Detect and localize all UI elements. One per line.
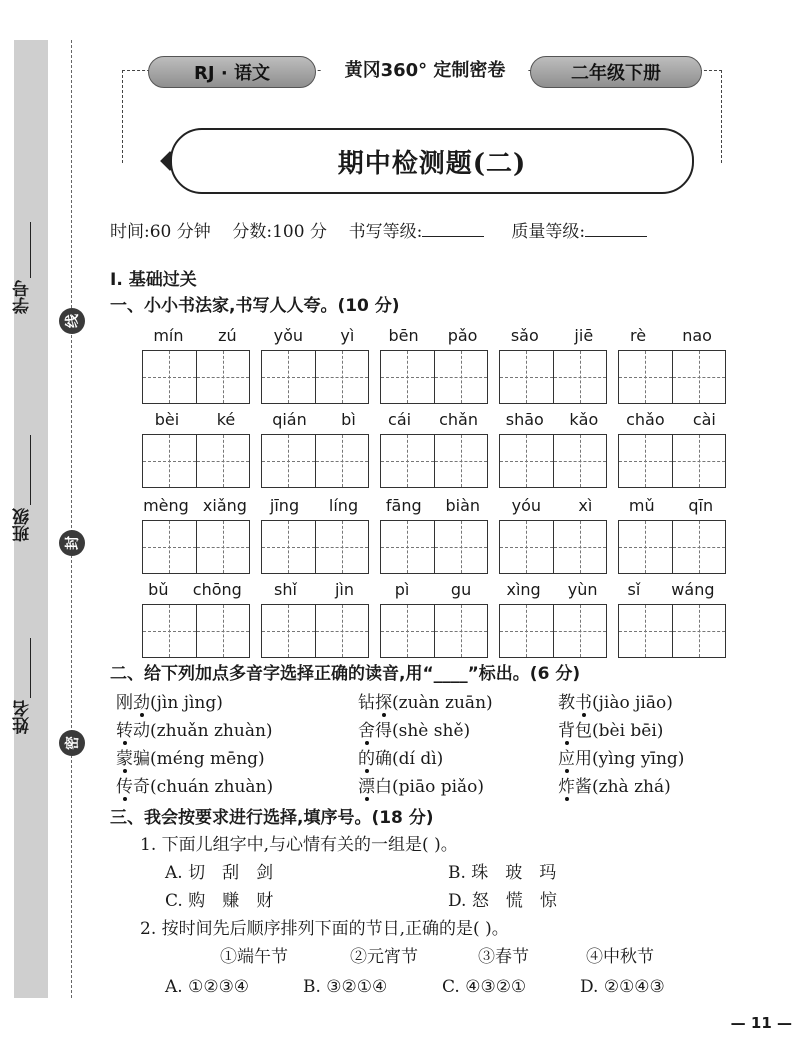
subject-pill: RJ · 语文 bbox=[148, 56, 316, 88]
grid-cell[interactable] bbox=[500, 521, 553, 573]
pinyin-label bbox=[493, 326, 611, 346]
dotted-character: 炸 bbox=[558, 777, 575, 797]
grid-cell[interactable] bbox=[381, 605, 434, 657]
festival-2: ②元宵节 bbox=[350, 947, 418, 967]
grid-cell[interactable] bbox=[262, 521, 315, 573]
writing-grid[interactable] bbox=[499, 350, 607, 404]
grid-cell[interactable] bbox=[262, 435, 315, 487]
grid-cell[interactable] bbox=[315, 605, 368, 657]
score-info: 分数:100 分 bbox=[232, 222, 327, 242]
pinyin-label bbox=[612, 326, 730, 346]
name-label: 姓名 bbox=[13, 700, 33, 734]
polyphone-item[interactable] bbox=[558, 774, 671, 800]
pinyin-syllable: fāng bbox=[385, 496, 422, 515]
pinyin-syllable: jìn bbox=[334, 580, 354, 599]
pinyin-syllable: chǎn bbox=[439, 410, 478, 429]
q3-item1-option-a[interactable]: A. 切 刮 剑 bbox=[165, 863, 274, 883]
student-id-field[interactable] bbox=[30, 222, 31, 278]
pinyin-syllable: jiē bbox=[574, 326, 594, 345]
exam-title: 期中检测题(二) bbox=[170, 128, 694, 194]
polyphone-item[interactable] bbox=[558, 690, 673, 716]
grid-cell[interactable] bbox=[672, 521, 725, 573]
grid-cell[interactable] bbox=[500, 435, 553, 487]
festival-1: ①端午节 bbox=[220, 947, 288, 967]
reading-choices: 白(piāo piǎo) bbox=[375, 777, 485, 797]
seal-line-badge: 线 bbox=[59, 308, 85, 334]
pinyin-syllable: cài bbox=[692, 410, 716, 429]
pinyin-syllable: bēn bbox=[388, 326, 419, 345]
pinyin-label bbox=[493, 410, 611, 430]
pinyin-syllable: yóu bbox=[511, 496, 542, 515]
polyphone-item[interactable] bbox=[558, 746, 684, 772]
q2-title: 二、给下列加点多音字选择正确的读音,用“____”标出。(6 分) bbox=[110, 664, 581, 684]
reading-choices: 奇(chuán zhuàn) bbox=[133, 777, 274, 797]
pinyin-syllable: pǎo bbox=[447, 326, 478, 345]
class-field[interactable] bbox=[30, 435, 31, 505]
dotted-character: 劲 bbox=[133, 693, 150, 713]
writing-grid[interactable] bbox=[618, 520, 726, 574]
reading-choices: 酱(zhà zhá) bbox=[575, 777, 671, 797]
series-title: 黄冈360° 定制密卷 bbox=[322, 58, 528, 84]
grid-cell[interactable] bbox=[619, 605, 672, 657]
reading-choices: 动(zhuǎn zhuàn) bbox=[133, 721, 273, 741]
pinyin-label bbox=[255, 580, 373, 600]
grid-cell[interactable] bbox=[619, 351, 672, 403]
pinyin-syllable: sǎo bbox=[510, 326, 539, 345]
writing-grid[interactable] bbox=[261, 434, 369, 488]
writing-grid[interactable] bbox=[499, 604, 607, 658]
cut-line bbox=[71, 40, 72, 998]
pinyin-label bbox=[136, 326, 254, 346]
grid-cell[interactable] bbox=[500, 605, 553, 657]
grid-cell[interactable] bbox=[553, 435, 606, 487]
writing-grid[interactable] bbox=[380, 350, 488, 404]
pinyin-syllable: jīng bbox=[269, 496, 300, 515]
reading-choices: 用(yìng yīng) bbox=[575, 749, 685, 769]
q1-title: 一、小小书法家,书写人人夸。(10 分) bbox=[110, 296, 400, 316]
dotted-character: 传 bbox=[116, 777, 133, 797]
pinyin-syllable: qīn bbox=[688, 496, 714, 515]
reading-choices: 确(dí dì) bbox=[375, 749, 444, 769]
pinyin-label bbox=[493, 580, 611, 600]
pinyin-syllable: xì bbox=[578, 496, 593, 515]
grid-cell[interactable] bbox=[381, 435, 434, 487]
writing-grid[interactable] bbox=[618, 350, 726, 404]
pinyin-syllable: zú bbox=[218, 326, 237, 345]
dotted-character: 转 bbox=[116, 721, 133, 741]
pinyin-syllable: shǐ bbox=[274, 580, 297, 599]
pinyin-label bbox=[374, 496, 492, 516]
seal-secret-badge: 密 bbox=[59, 730, 85, 756]
polyphone-item[interactable] bbox=[116, 746, 265, 772]
grid-cell[interactable] bbox=[196, 351, 249, 403]
pinyin-syllable: kǎo bbox=[569, 410, 599, 429]
polyphone-item[interactable] bbox=[358, 746, 443, 772]
grid-cell[interactable] bbox=[196, 521, 249, 573]
quality-grade-field[interactable] bbox=[585, 218, 647, 237]
word-prefix: 刚 bbox=[116, 693, 133, 713]
pinyin-label bbox=[374, 580, 492, 600]
pinyin-syllable: yì bbox=[340, 326, 355, 345]
pinyin-syllable: xìng bbox=[506, 580, 541, 599]
grid-cell[interactable] bbox=[619, 435, 672, 487]
pinyin-label bbox=[136, 580, 254, 600]
exam-info bbox=[110, 218, 750, 245]
writing-grade-label: 书写等级: bbox=[348, 222, 423, 242]
pinyin-syllable: ké bbox=[216, 410, 236, 429]
reading-choices: (jiào jiāo) bbox=[592, 693, 673, 713]
word-prefix: 钻 bbox=[358, 693, 375, 713]
grade-pill: 二年级下册 bbox=[530, 56, 702, 88]
pinyin-label bbox=[255, 410, 373, 430]
reading-choices: 包(bèi bēi) bbox=[575, 721, 664, 741]
grid-cell[interactable] bbox=[553, 351, 606, 403]
pinyin-syllable: mín bbox=[153, 326, 184, 345]
pinyin-label bbox=[612, 496, 730, 516]
pinyin-label bbox=[612, 580, 730, 600]
quality-grade-label: 质量等级: bbox=[511, 222, 586, 242]
writing-grid[interactable] bbox=[618, 434, 726, 488]
pinyin-syllable: yùn bbox=[567, 580, 598, 599]
seal-seal-badge: 封 bbox=[59, 530, 85, 556]
dotted-character: 背 bbox=[558, 721, 575, 741]
grid-cell[interactable] bbox=[672, 435, 725, 487]
pinyin-syllable: bèi bbox=[154, 410, 180, 429]
pinyin-label bbox=[136, 410, 254, 430]
pinyin-syllable: chōng bbox=[192, 580, 242, 599]
writing-grid[interactable] bbox=[380, 604, 488, 658]
writing-grid[interactable] bbox=[261, 350, 369, 404]
q3-item2-option-b[interactable]: B. ③②①④ bbox=[303, 977, 388, 997]
pinyin-syllable: sǐ bbox=[627, 580, 641, 599]
polyphone-item[interactable] bbox=[358, 774, 484, 800]
grid-cell[interactable] bbox=[381, 351, 434, 403]
grid-cell[interactable] bbox=[553, 605, 606, 657]
grid-cell[interactable] bbox=[500, 351, 553, 403]
grid-cell[interactable] bbox=[434, 605, 487, 657]
dotted-character: 应 bbox=[558, 749, 575, 769]
dotted-character: 探 bbox=[375, 693, 392, 713]
grid-cell[interactable] bbox=[315, 351, 368, 403]
grid-cell[interactable] bbox=[143, 521, 196, 573]
writing-grade-field[interactable] bbox=[422, 218, 484, 237]
writing-grid[interactable] bbox=[142, 604, 250, 658]
word-prefix: 教 bbox=[558, 693, 575, 713]
student-id-label: 学号 bbox=[13, 280, 33, 314]
pinyin-syllable: biàn bbox=[445, 496, 481, 515]
grid-cell[interactable] bbox=[262, 605, 315, 657]
pinyin-label bbox=[136, 496, 254, 516]
dotted-character: 舍 bbox=[358, 721, 375, 741]
grid-cell[interactable] bbox=[143, 351, 196, 403]
grid-cell[interactable] bbox=[196, 435, 249, 487]
pinyin-label bbox=[612, 410, 730, 430]
time-info: 时间:60 分钟 bbox=[110, 222, 211, 242]
q3-item2-option-d[interactable]: D. ②①④③ bbox=[580, 977, 665, 997]
q3-item1-stem: 1. 下面儿组字中,与心情有关的一组是( )。 bbox=[140, 835, 458, 855]
writing-grid[interactable] bbox=[142, 350, 250, 404]
pinyin-syllable: líng bbox=[328, 496, 359, 515]
dotted-character: 的 bbox=[358, 749, 375, 769]
pinyin-syllable: xiǎng bbox=[202, 496, 247, 515]
pinyin-syllable: pì bbox=[394, 580, 410, 599]
grid-cell[interactable] bbox=[619, 521, 672, 573]
q3-item1-option-d[interactable]: D. 怒 慌 惊 bbox=[448, 891, 557, 911]
grid-cell[interactable] bbox=[143, 605, 196, 657]
reading-choices: 骗(méng mēng) bbox=[133, 749, 265, 769]
pinyin-syllable: bǔ bbox=[148, 580, 169, 599]
pinyin-syllable: shāo bbox=[505, 410, 544, 429]
pinyin-label bbox=[374, 410, 492, 430]
q3-item1-option-b[interactable]: B. 珠 玻 玛 bbox=[448, 863, 557, 883]
grid-cell[interactable] bbox=[315, 521, 368, 573]
q3-item1-option-c[interactable]: C. 购 赚 财 bbox=[165, 891, 274, 911]
grid-cell[interactable] bbox=[196, 605, 249, 657]
grid-cell[interactable] bbox=[262, 351, 315, 403]
reading-choices: (zuàn zuān) bbox=[392, 693, 493, 713]
dotted-character: 书 bbox=[575, 693, 592, 713]
reading-choices: (jìn jìng) bbox=[150, 693, 223, 713]
pinyin-syllable: qián bbox=[272, 410, 307, 429]
polyphone-item[interactable] bbox=[358, 718, 470, 744]
grid-cell[interactable] bbox=[315, 435, 368, 487]
grid-cell[interactable] bbox=[672, 351, 725, 403]
writing-grid[interactable] bbox=[618, 604, 726, 658]
polyphone-item[interactable] bbox=[116, 718, 273, 744]
dotted-character: 蒙 bbox=[116, 749, 133, 769]
writing-grid[interactable] bbox=[499, 434, 607, 488]
pinyin-syllable: yǒu bbox=[273, 326, 304, 345]
pinyin-syllable: gu bbox=[450, 580, 472, 599]
polyphone-item[interactable] bbox=[116, 774, 273, 800]
grid-cell[interactable] bbox=[553, 521, 606, 573]
festival-4: ④中秋节 bbox=[586, 947, 654, 967]
dotted-character: 漂 bbox=[358, 777, 375, 797]
grid-cell[interactable] bbox=[434, 351, 487, 403]
class-label: 班级 bbox=[13, 508, 33, 542]
name-field[interactable] bbox=[30, 638, 31, 698]
pinyin-syllable: nao bbox=[682, 326, 712, 345]
polyphone-item[interactable] bbox=[558, 718, 663, 744]
writing-grid[interactable] bbox=[142, 520, 250, 574]
pinyin-syllable: mèng bbox=[143, 496, 189, 515]
q3-item2-option-c[interactable]: C. ④③②① bbox=[442, 977, 527, 997]
part-heading: Ⅰ. 基础过关 bbox=[110, 270, 197, 290]
writing-grid[interactable] bbox=[261, 520, 369, 574]
pinyin-syllable: rè bbox=[630, 326, 647, 345]
page-number: — 11 — bbox=[730, 1014, 792, 1032]
q3-title: 三、我会按要求进行选择,填序号。(18 分) bbox=[110, 808, 434, 828]
pinyin-syllable: wáng bbox=[671, 580, 715, 599]
grid-cell[interactable] bbox=[143, 435, 196, 487]
q3-item2-option-a[interactable]: A. ①②③④ bbox=[165, 977, 250, 997]
pinyin-syllable: mǔ bbox=[628, 496, 655, 515]
pinyin-label bbox=[374, 326, 492, 346]
grid-cell[interactable] bbox=[434, 435, 487, 487]
polyphone-item[interactable] bbox=[116, 690, 223, 716]
q3-item2-stem: 2. 按时间先后顺序排列下面的节日,正确的是( )。 bbox=[140, 919, 509, 939]
grid-cell[interactable] bbox=[434, 521, 487, 573]
writing-grid[interactable] bbox=[142, 434, 250, 488]
pinyin-label bbox=[255, 326, 373, 346]
pinyin-label bbox=[493, 496, 611, 516]
polyphone-item[interactable] bbox=[358, 690, 493, 716]
pinyin-syllable: bì bbox=[341, 410, 356, 429]
pinyin-syllable: chǎo bbox=[626, 410, 665, 429]
grid-cell[interactable] bbox=[672, 605, 725, 657]
pinyin-syllable: cái bbox=[388, 410, 412, 429]
grid-cell[interactable] bbox=[381, 521, 434, 573]
writing-grid[interactable] bbox=[261, 604, 369, 658]
festival-3: ③春节 bbox=[478, 947, 529, 967]
pinyin-label bbox=[255, 496, 373, 516]
writing-grid[interactable] bbox=[499, 520, 607, 574]
writing-grid[interactable] bbox=[380, 520, 488, 574]
reading-choices: 得(shè shě) bbox=[375, 721, 471, 741]
writing-grid[interactable] bbox=[380, 434, 488, 488]
